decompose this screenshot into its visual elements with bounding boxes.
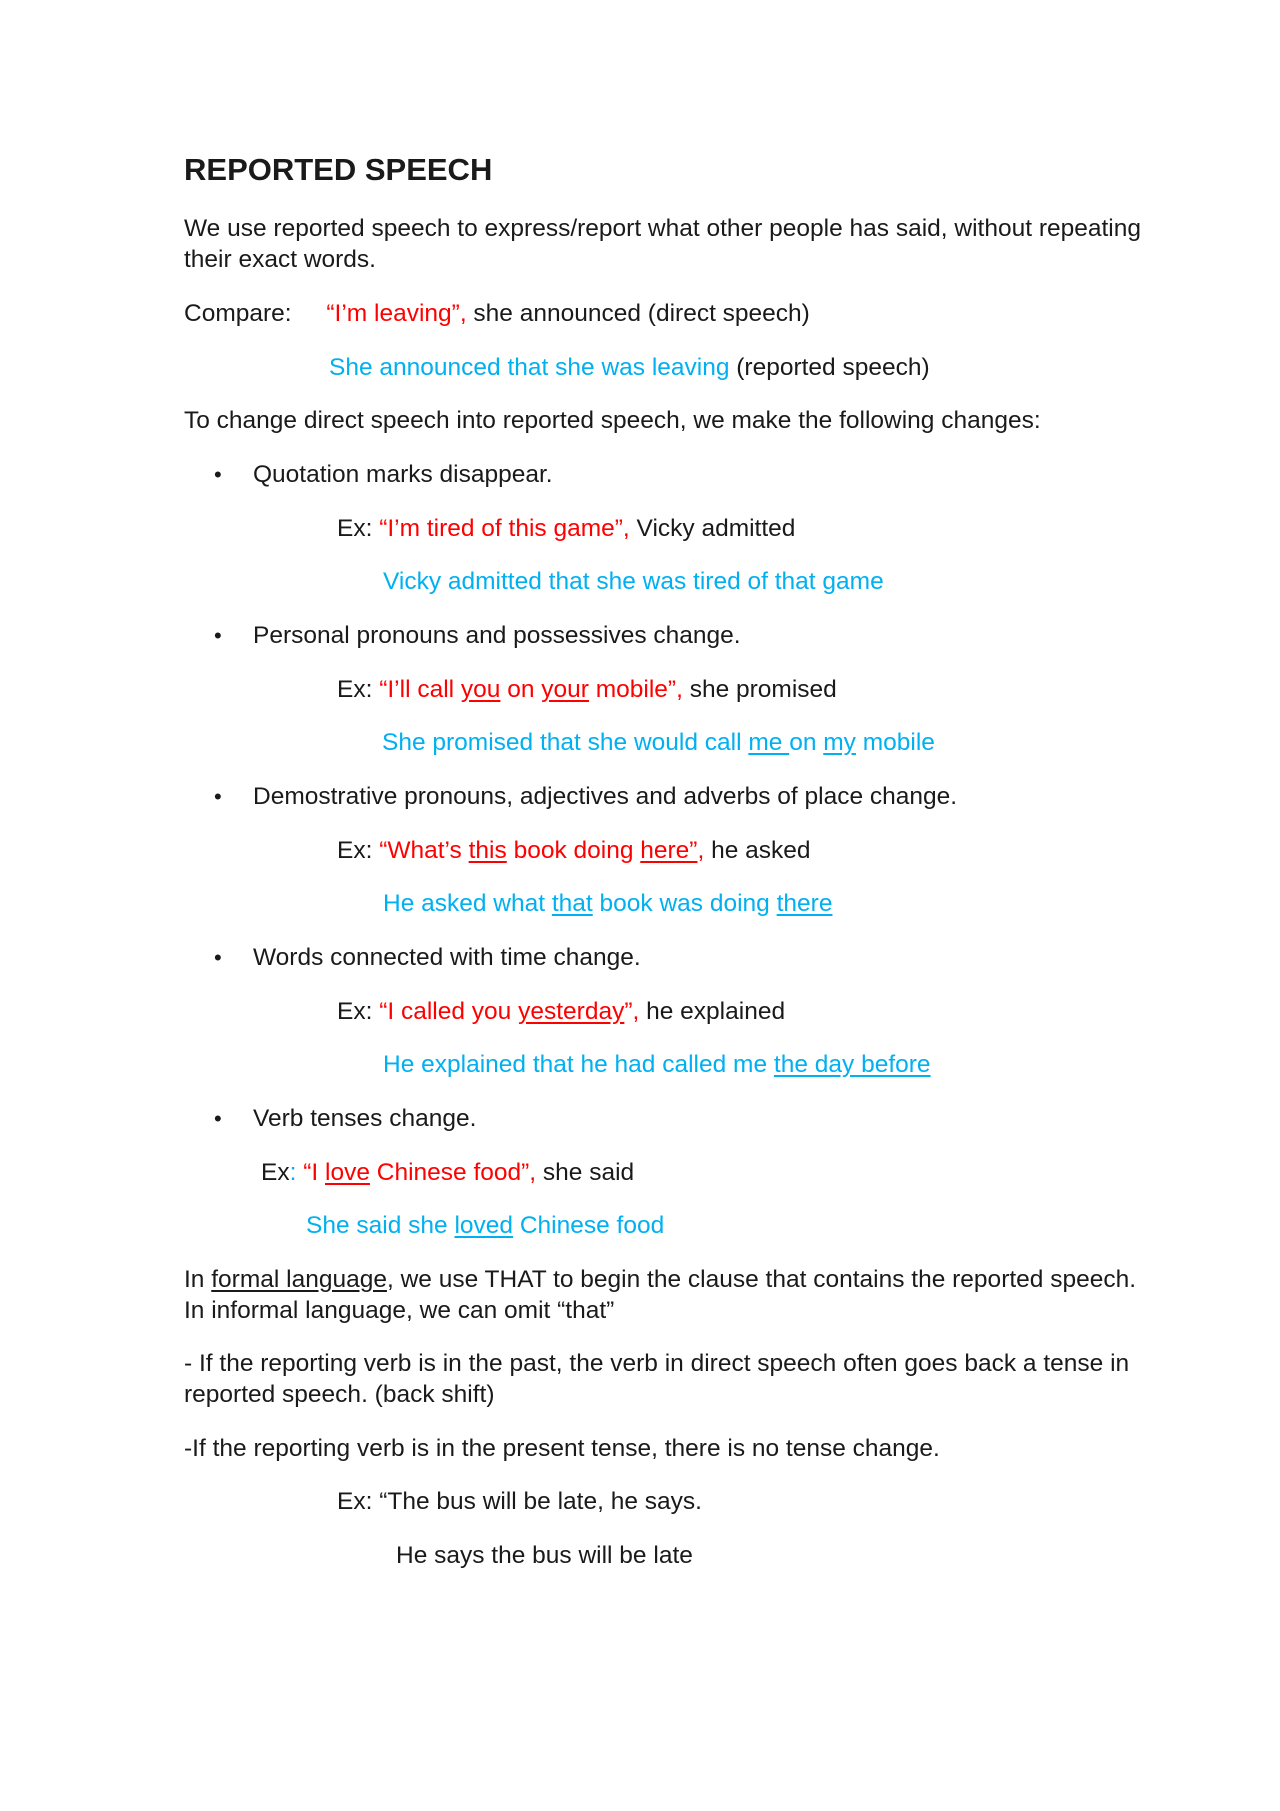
bullet-icon: • (214, 945, 222, 970)
changes-intro: To change direct speech into reported speech, we make the following changes: (184, 407, 1041, 434)
rule-2-rep-u2: my (823, 729, 856, 756)
rule-3-ex-rest: he asked (704, 837, 811, 864)
rule-4-example (337, 996, 785, 1027)
rule-2-example (337, 674, 837, 705)
bullet-icon: • (214, 462, 222, 487)
rule-5-text: Verb tenses change. (253, 1105, 477, 1132)
rule-5-example (261, 1157, 634, 1188)
rule-2-text: Personal pronouns and possessives change. (253, 622, 741, 649)
rule-3-text: Demostrative pronouns, adjectives and adverbs of place change. (253, 783, 958, 810)
rule-2-ex-red-u1: you (460, 676, 501, 703)
past-rule-line-2: reported speech. (back shift) (184, 1381, 495, 1408)
formal-line-1 (184, 1264, 1136, 1295)
rule-1-reported: Vicky admitted that she was tired of that game (383, 568, 884, 595)
rule-3-rep-u1: that (551, 890, 593, 917)
rule-4-reported (383, 1049, 931, 1080)
past-rule-line-1: - If the reporting verb is in the past, the verb in direct speech often goes back a tense in (184, 1350, 1130, 1377)
rule-4-ex-red-u1: yesterday (518, 998, 625, 1025)
rule-2-rep-1: She promised that she would call (382, 729, 749, 756)
final-example: Ex: “The bus will be late, he says. (337, 1488, 702, 1515)
rule-4-rep-u1: the day before (773, 1051, 931, 1078)
compare-direct-rest: she announced (direct speech) (466, 300, 810, 327)
final-reported: He says the bus will be late (396, 1542, 693, 1569)
rule-1-ex-rest: Vicky admitted (629, 515, 796, 542)
compare-reported-blue: She announced that she was leaving (329, 354, 730, 381)
rule-3-ex-red-1: “What’s (379, 837, 469, 864)
rule-2-rep-3: mobile (855, 729, 935, 756)
formal-language-term: formal language (211, 1266, 387, 1293)
rule-2-rep-u1: me (748, 729, 790, 756)
present-rule: -If the reporting verb is in the present tense, there is no tense change. (184, 1435, 940, 1462)
compare-reported (329, 352, 930, 383)
rule-5-ex-red-u1: love (325, 1159, 370, 1186)
rule-2-reported (382, 727, 935, 758)
rule-4-ex-rest: he explained (639, 998, 786, 1025)
rule-3-ex-red-3: , (697, 837, 705, 864)
rule-5-ex-rest: she said (536, 1159, 635, 1186)
rule-5-ex-colon: : (289, 1159, 304, 1186)
intro-line-2: their exact words. (184, 246, 376, 273)
compare-reported-rest: (reported speech) (729, 354, 930, 381)
bullet-icon: • (214, 623, 222, 648)
rule-3-example (337, 835, 811, 866)
bullet-icon: • (214, 784, 222, 809)
rule-5-rep-2: Chinese food (513, 1212, 665, 1239)
ex-prefix: Ex: (337, 837, 380, 864)
compare-direct (184, 298, 810, 329)
rule-4-ex-red-1: “I called you (379, 998, 519, 1025)
rule-2-ex-rest: she promised (682, 676, 837, 703)
formal-in: In (184, 1266, 212, 1293)
rule-1-text: Quotation marks disappear. (253, 461, 553, 488)
page-title: REPORTED SPEECH (184, 152, 493, 187)
bullet-icon: • (214, 1106, 222, 1131)
rule-5-ex-red-1: “I (303, 1159, 325, 1186)
rule-5-ex-red-2: Chinese food”, (369, 1159, 537, 1186)
rule-3-ex-red-u2: here” (640, 837, 698, 864)
intro-line-1: We use reported speech to express/report what other people has said, without repeating (184, 215, 1141, 242)
rule-5-ex-prefix: Ex (261, 1159, 290, 1186)
rule-2-ex-red-1: “I’ll call (379, 676, 461, 703)
rule-3-rep-1: He asked what (383, 890, 552, 917)
rule-3-rep-2: book was doing (592, 890, 777, 917)
rule-2-ex-red-u2: your (541, 676, 589, 703)
rule-2-ex-red-3: mobile”, (588, 676, 683, 703)
rule-3-ex-red-2: book doing (506, 837, 641, 864)
rule-5-rep-1: She said she (306, 1212, 455, 1239)
rule-2-rep-2: on (789, 729, 824, 756)
formal-rest: , we use THAT to begin the clause that contains the reported speech. (386, 1266, 1137, 1293)
rule-5-reported (306, 1210, 664, 1241)
rule-4-rep-1: He explained that he had called me (383, 1051, 774, 1078)
rule-1-example (337, 513, 795, 544)
rule-3-reported (383, 888, 832, 919)
rule-3-rep-u2: there (776, 890, 833, 917)
compare-label: Compare: (184, 300, 292, 327)
ex-prefix: Ex: (337, 515, 380, 542)
rule-4-text: Words connected with time change. (253, 944, 641, 971)
rule-2-ex-red-2: on (500, 676, 542, 703)
compare-direct-quote: “I’m leaving”, (326, 300, 467, 327)
ex-prefix: Ex: (337, 998, 380, 1025)
rule-5-rep-u1: loved (454, 1212, 514, 1239)
rule-1-ex-quote: “I’m tired of this game”, (379, 515, 630, 542)
ex-prefix: Ex: (337, 676, 380, 703)
formal-line-2: In informal language, we can omit “that” (184, 1297, 615, 1324)
rule-3-ex-red-u1: this (468, 837, 507, 864)
rule-4-ex-red-2: ”, (624, 998, 640, 1025)
